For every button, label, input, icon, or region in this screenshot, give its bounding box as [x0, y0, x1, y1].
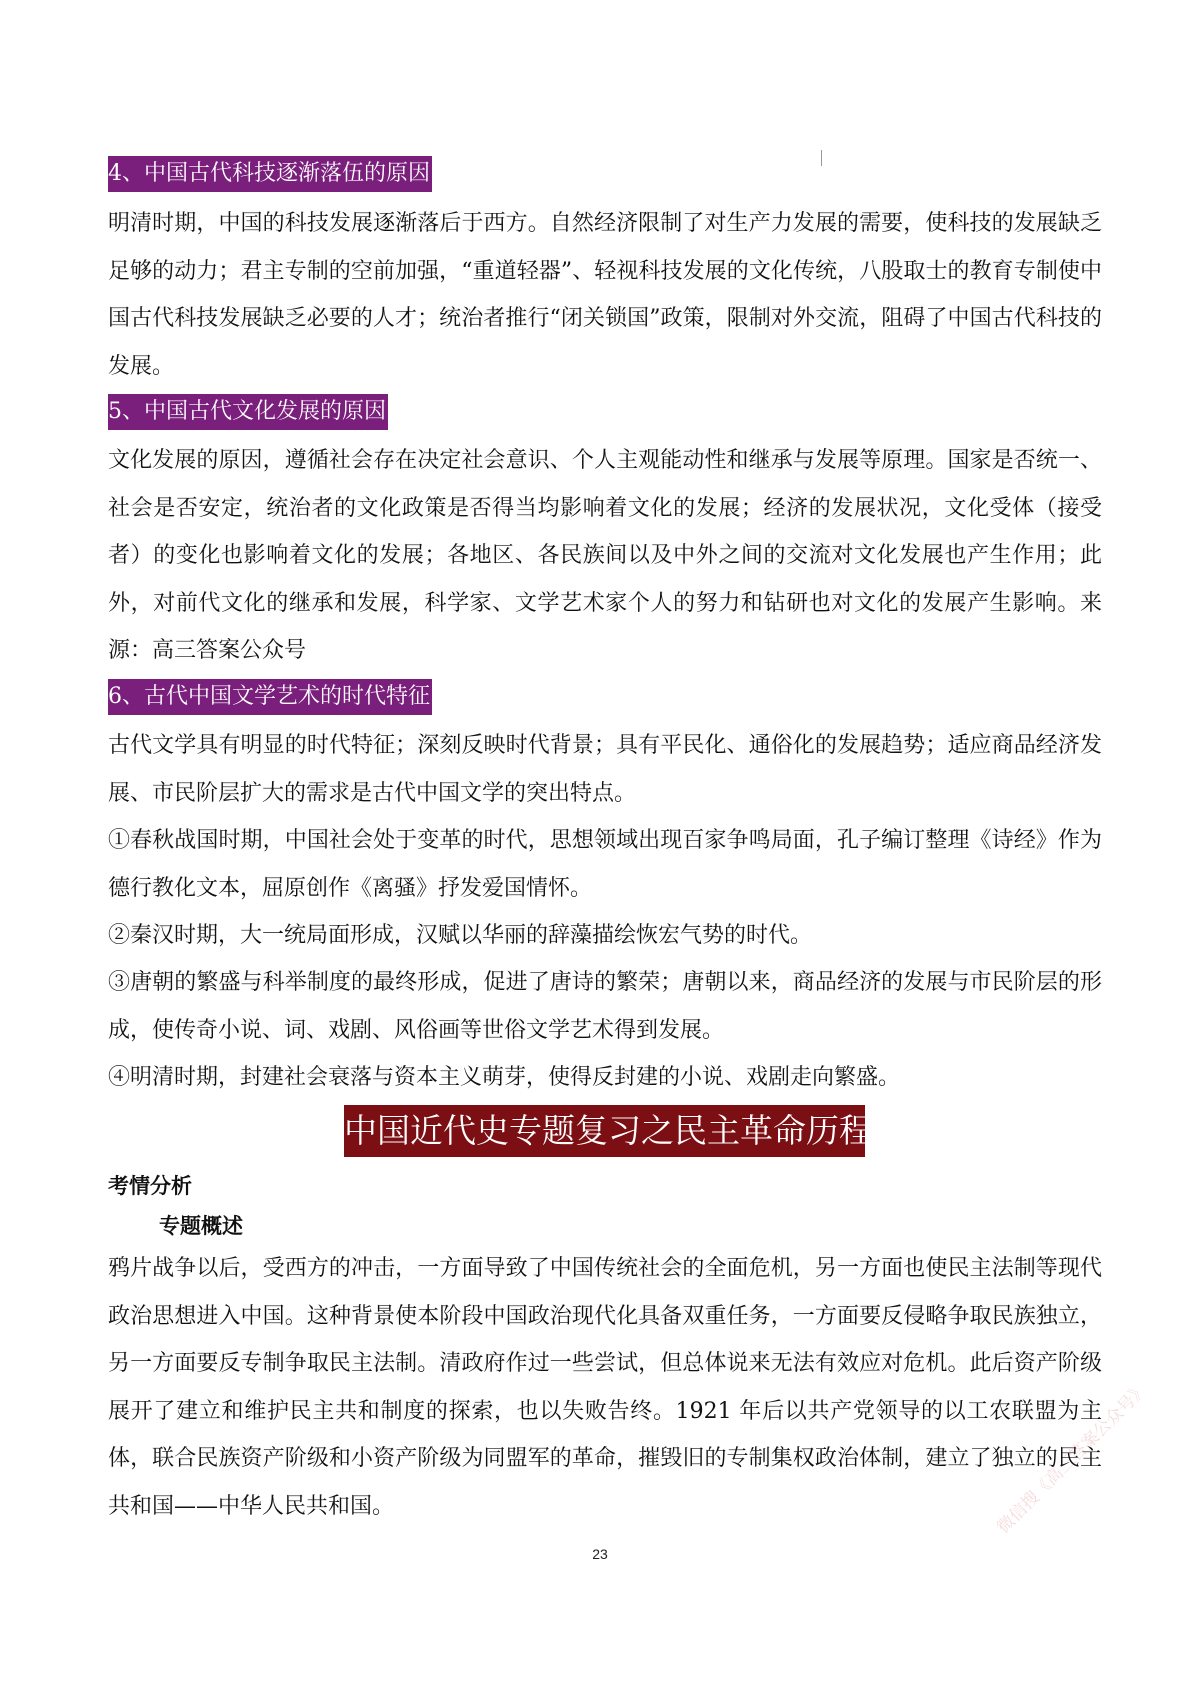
section-6-item-4: ④明清时期，封建社会衰落与资本主义萌芽，使得反封建的小说、戏剧走向繁盛。: [108, 1065, 901, 1090]
section-4-body: 明清时期，中国的科技发展逐渐落后于西方。自然经济限制了对生产力发展的需要，使科技的发展缺乏足够的动力；君主专制的空前加强，“重道轻器”、轻视科技发展的文化传统，八股取士的教育专制使中国古代科技发展缺乏必要的人才；统治者推行“闭关锁国”政策，限制对外交流，阻碍了中国古代科技的发展。: [108, 211, 1102, 379]
section-4-heading: 4、中国古代科技逐渐落伍的原因: [108, 156, 432, 192]
watermark: 微信搜《高三答案公众号》: [993, 1379, 1152, 1538]
overview-heading: 专题概述: [159, 1214, 243, 1238]
overview-body: 鸦片战争以后，受西方的冲击，一方面导致了中国传统社会的全面危机，另一方面也使民主法制等现代政治思想进入中国。这种背景使本阶段中国政治现代化具备双重任务，一方面要反侵略争取民族独立，另一方面要反专制争取民主法制。清政府作过一些尝试，但总体说来无法有效应对危机。此后资产阶级展开了建立和维护民主共和制度的探索，也以失败告终。1921 年后以共产党领导的以工农联盟为主体，联合民族资产阶级和小资产阶级为同盟军的革命，摧毁旧的专制集权政治体制，建立了独立的民主共和国——中华人民共和国。: [108, 1256, 1102, 1519]
section-6-intro: 古代文学具有明显的时代特征；深刻反映时代背景；具有平民化、通俗化的发展趋势；适应商品经济发展、市民阶层扩大的需求是古代中国文学的突出特点。: [108, 733, 1102, 806]
section-6-item-2: ②秦汉时期，大一统局面形成，汉赋以华丽的辞藻描绘恢宏气势的时代。: [108, 923, 813, 948]
chapter-title: 中国近代史专题复习之民主革命历程: [344, 1105, 865, 1157]
section-6-item-3: ③唐朝的繁盛与科举制度的最终形成，促进了唐诗的繁荣；唐朝以来，商品经济的发展与市民阶层的形成，使传奇小说、词、戏剧、风俗画等世俗文学艺术得到发展。: [108, 970, 1102, 1043]
section-6-item-1: ①春秋战国时期，中国社会处于变革的时代，思想领域出现百家争鸣局面，孔子编订整理《诗经》作为德行教化文本，屈原创作《离骚》抒发爱国情怀。: [108, 828, 1102, 901]
section-5-body: 文化发展的原因，遵循社会存在决定社会意识、个人主观能动性和继承与发展等原理。国家是否统一、社会是否安定，统治者的文化政策是否得当均影响着文化的发展；经济的发展状况，文化受体（接受者）的变化也影响着文化的发展；各地区、各民族间以及中外之间的交流对文化发展也产生作用；此外，对前代文化的继承和发展，科学家、文学艺术家个人的努力和钻研也对文化的发展产生影响。来源：高三答案公众号: [108, 448, 1102, 663]
section-6-heading: 6、古代中国文学艺术的时代特征: [108, 679, 432, 715]
page-number: 23: [592, 1546, 608, 1562]
section-5-heading: 5、中国古代文化发展的原因: [108, 394, 388, 430]
margin-mark: [821, 150, 822, 166]
analysis-heading: 考情分析: [108, 1174, 192, 1198]
